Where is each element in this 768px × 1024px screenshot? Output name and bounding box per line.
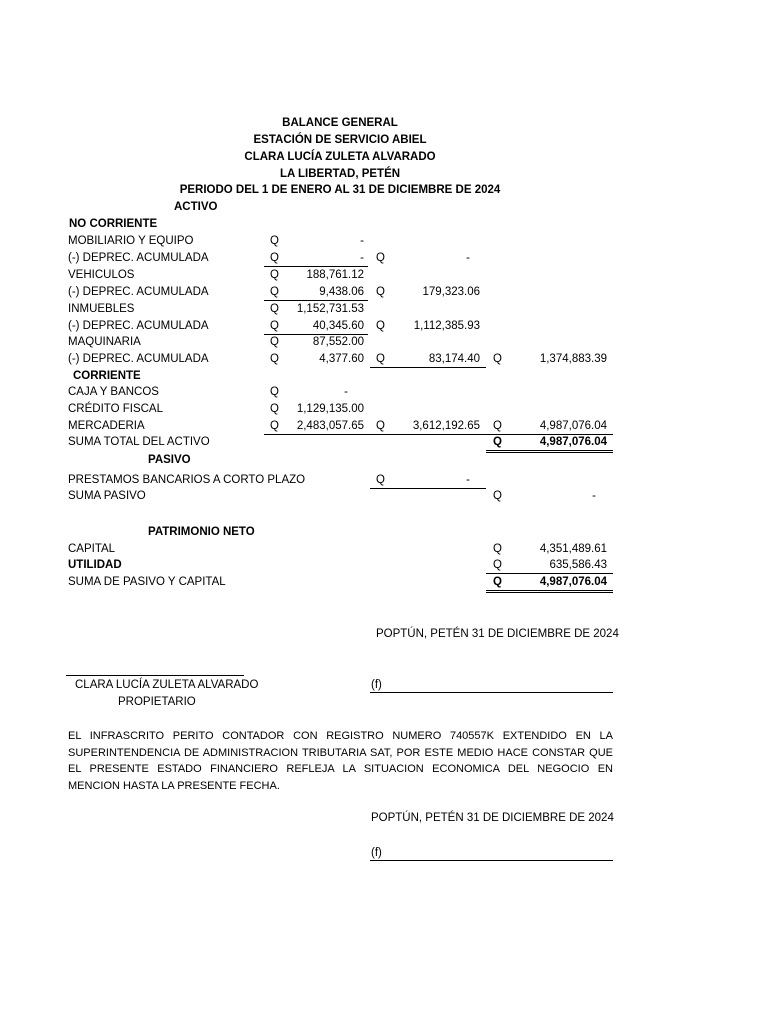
currency-symbol: Q [493, 576, 502, 588]
amount: 87,552.00 [312, 336, 364, 348]
underline [486, 573, 613, 574]
row-label: SUMA TOTAL DEL ACTIVO [68, 436, 210, 448]
company-name: ESTACIÓN DE SERVICIO ABIEL [253, 134, 427, 146]
amount: - [466, 474, 470, 486]
amount: 40,345.60 [312, 320, 364, 332]
double-underline [486, 452, 613, 453]
underline [264, 266, 368, 267]
underline [264, 434, 486, 435]
place-date: POPTÚN, PETÉN 31 DE DICIEMBRE DE 2024 [371, 812, 614, 824]
amount: 3,612,192.65 [412, 420, 480, 432]
section-no-corriente: NO CORRIENTE [69, 218, 158, 230]
amount: 2,483,057.65 [296, 420, 364, 432]
amount: 1,112,385.93 [413, 320, 480, 332]
currency-symbol: Q [493, 436, 502, 448]
amount: 4,987,076.04 [539, 420, 607, 432]
currency-symbol: Q [376, 320, 385, 332]
amount: 83,174.40 [428, 353, 480, 365]
section-activo: ACTIVO [174, 201, 218, 213]
currency-symbol: Q [270, 269, 279, 281]
currency-symbol: Q [270, 336, 279, 348]
currency-symbol: Q [270, 420, 279, 432]
row-label: CRÉDITO FISCAL [68, 403, 163, 415]
amount: - [344, 386, 348, 398]
amount: 9,438.06 [319, 286, 364, 298]
amount: 635,586.43 [549, 559, 607, 571]
amount: - [360, 235, 364, 247]
currency-symbol: Q [270, 235, 279, 247]
amount: - [360, 252, 364, 264]
currency-symbol: Q [376, 286, 385, 298]
row-label: UTILIDAD [68, 559, 122, 571]
currency-symbol: Q [493, 353, 502, 365]
currency-symbol: Q [493, 559, 502, 571]
currency-symbol: Q [270, 320, 279, 332]
owner-name: CLARA LUCÍA ZULETA ALVARADO [244, 151, 436, 163]
row-label: SUMA PASIVO [68, 490, 146, 502]
signature-line [370, 692, 613, 693]
row-label: MAQUINARIA [68, 336, 141, 348]
amount: 179,323.06 [422, 286, 480, 298]
row-label: MERCADERIA [68, 420, 145, 432]
underline [370, 488, 486, 489]
signer-role: PROPIETARIO [118, 696, 196, 708]
row-label: VEHICULOS [68, 269, 135, 281]
row-label: (-) DEPREC. ACUMULADA [68, 286, 209, 298]
amount: 1,129,135.00 [296, 403, 364, 415]
location: LA LIBERTAD, PETÉN [279, 168, 401, 180]
row-label: (-) DEPREC. ACUMULADA [68, 252, 209, 264]
signature-mark: (f) [371, 847, 382, 859]
total-amount: 4,987,076.04 [539, 576, 607, 588]
row-label: (-) DEPREC. ACUMULADA [68, 353, 209, 365]
currency-symbol: Q [270, 286, 279, 298]
row-label: SUMA DE PASIVO Y CAPITAL [68, 576, 226, 588]
amount: - [592, 490, 596, 502]
row-label: INMUEBLES [68, 303, 135, 315]
signer-name: CLARA LUCÍA ZULETA ALVARADO [75, 679, 259, 691]
currency-symbol: Q [376, 353, 385, 365]
amount: 188,761.12 [306, 269, 364, 281]
currency-symbol: Q [493, 490, 502, 502]
currency-symbol: Q [376, 420, 385, 432]
amount: 4,351,489.61 [539, 543, 607, 555]
certification-text: EL INFRASCRITO PERITO CONTADOR CON REGISTRO NUMERO 740557K EXTENDIDO EN LA SUPERINTENDENCIA DE ADMINISTRACION TRIBUTARIA SAT, POR ESTE MEDIO HACE CONSTAR QUE EL PRESENTE ESTADO FINANCIERO REFLEJA LA SITUACION ECONOMICA DEL NEGOCIO EN MENCION HASTA LA PRESENTE FECHA. [68, 730, 613, 792]
place-date: POPTÚN, PETÉN 31 DE DICIEMBRE DE 2024 [376, 628, 619, 640]
underline [264, 300, 368, 301]
currency-symbol: Q [270, 252, 279, 264]
row-label: PRESTAMOS BANCARIOS A CORTO PLAZO [68, 474, 306, 486]
double-underline [486, 592, 613, 593]
amount: 4,377.60 [319, 353, 364, 365]
row-label: MOBILIARIO Y EQUIPO [68, 235, 194, 247]
currency-symbol: Q [493, 543, 502, 555]
currency-symbol: Q [270, 403, 279, 415]
currency-symbol: Q [270, 303, 279, 315]
underline [370, 367, 486, 368]
amount: 1,374,883.39 [539, 353, 607, 365]
currency-symbol: Q [376, 474, 385, 486]
currency-symbol: Q [493, 420, 502, 432]
row-label: CAJA Y BANCOS [68, 386, 159, 398]
section-corriente: CORRIENTE [73, 370, 141, 382]
signature-line [66, 675, 244, 676]
row-label: CAPITAL [68, 543, 116, 555]
section-patrimonio: PATRIMONIO NETO [148, 526, 255, 538]
signature-line [370, 860, 613, 861]
amount: - [466, 252, 470, 264]
currency-symbol: Q [270, 386, 279, 398]
double-underline [486, 590, 613, 591]
row-label: (-) DEPREC. ACUMULADA [68, 320, 209, 332]
signature-mark: (f) [371, 679, 382, 691]
document-title: BALANCE GENERAL [282, 117, 398, 129]
currency-symbol: Q [376, 252, 385, 264]
section-pasivo: PASIVO [148, 454, 191, 466]
total-amount: 4,987,076.04 [539, 436, 607, 448]
period: PERIODO DEL 1 DE ENERO AL 31 DE DICIEMBRE DE 2024 [179, 184, 501, 196]
double-underline [486, 450, 613, 451]
amount: 1,152,731.53 [296, 303, 364, 315]
currency-symbol: Q [270, 353, 279, 365]
